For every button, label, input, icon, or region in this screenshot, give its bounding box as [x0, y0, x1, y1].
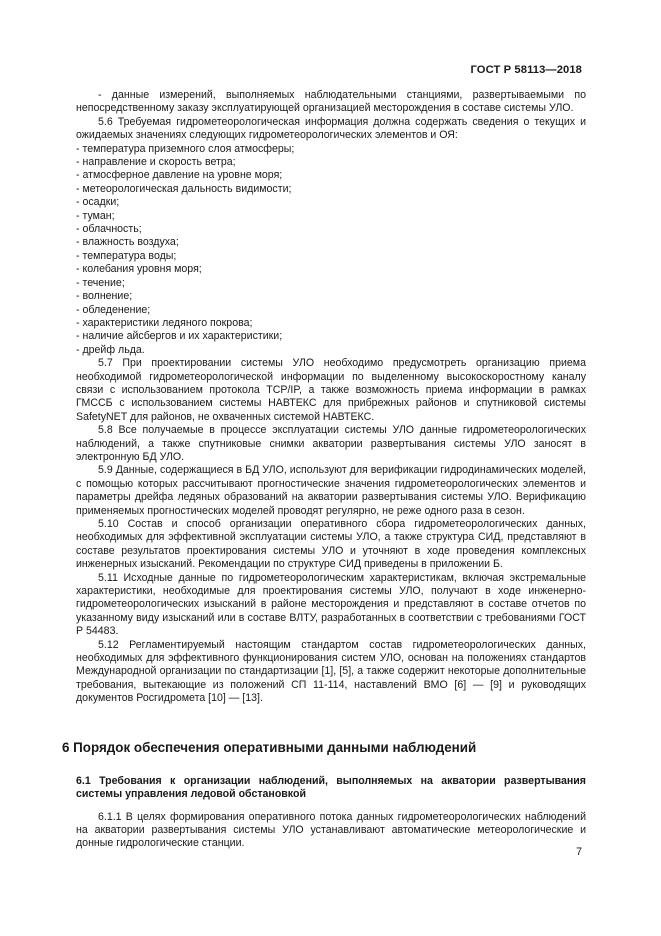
list-item: - течение; [76, 276, 125, 289]
hydromet-elements-list [76, 143, 586, 358]
page-number: 7 [576, 846, 582, 858]
paragraph-6-1-1: 6.1.1 В целях формирования оперативного потока данных гидрометеорологических наблюдений на акватории развертывания системы УЛО устанавливают автоматические метеорологические и донные гидрологические станции. [76, 810, 586, 850]
list-item: - влажность воздуха; [76, 236, 179, 249]
list-item: - направление и скорость ветра; [76, 156, 236, 169]
list-item: - туман; [76, 209, 115, 222]
paragraph-5-10: 5.10 Состав и способ организации оперативного сбора гидрометеорологических данных, необходимых для эффективной эксплуатации системы УЛО, а также структура СИД, представляют в составе результатов проектирования системы УЛО и уточняют в ходе проведения комплексных инженерных изысканий. Рекомендации по структуре СИД приведены в приложении Б. [76, 518, 586, 571]
list-item: - наличие айсбергов и их характеристики; [76, 330, 283, 343]
list-item: - осадки; [76, 196, 120, 209]
page-body [62, 89, 586, 851]
paragraph-5-6: 5.6 Требуемая гидрометеорологическая информация должна содержать сведения о текущих и ожидаемых значениях следующих гидрометеорологических элементов и ОЯ: [76, 115, 586, 142]
section-6-heading: 6 Порядок обеспечения оперативными данными наблюдений [62, 739, 477, 755]
list-item: - облачность; [76, 223, 142, 236]
list-item: - температура приземного слоя атмосферы; [76, 142, 295, 155]
paragraph-5-8: 5.8 Все получаемые в процессе эксплуатации системы УЛО данные гидрометеорологических наблюдений, а также спутниковые снимки акватории развертывания системы УЛО заносят в электронную БД УЛО. [76, 424, 586, 463]
list-item: - атмосферное давление на уровне моря; [76, 169, 283, 182]
list-item: - обледенение; [76, 303, 151, 316]
list-item: - волнение; [76, 290, 133, 303]
list-item: - температура воды; [76, 249, 177, 262]
list-item: - метеорологическая дальность видимости; [76, 182, 292, 195]
list-item: - дрейф льда. [76, 343, 145, 356]
paragraph-5-7: 5.7 При проектировании системы УЛО необходимо предусмотреть организацию приема необходимой гидрометеорологической информации по выделенному высокоскоростному каналу связи с использованием протокола TCP/IP, а также возможность приема информации в рамках ГМССБ с использованием системы НАВТЕКС для прибрежных районов и спутниковой системы SafetyNET для районов, не охваченных системой НАВТЕКС. [76, 357, 586, 423]
standard-header: ГОСТ Р 58113—2018 [470, 64, 582, 76]
list-item: - характеристики ледяного покрова; [76, 316, 253, 329]
list-item: - колебания уровня моря; [76, 263, 202, 276]
paragraph-5-9: 5.9 Данные, содержащиеся в БД УЛО, используют для верификации гидродинамических моделей, с помощью которых рассчитывают прогностические значения гидрометеорологических элементов и параметры дрейфа ледяных образований на акватории развертывания системы УЛО. Верификацию применяемых прогностических моделей проводят регулярно, не реже одного раза в сезон. [76, 464, 586, 517]
subsection-6-1-heading: 6.1 Требования к организации наблюдений, выполняемых на акватории развертывания системы управления ледовой обстановкой [76, 774, 586, 801]
intro-list-item: - данные измерений, выполняемых наблюдательными станциями, развертываемыми по непосредственному заказу эксплуатирующей организацией месторождения в составе системы УЛО. [76, 89, 586, 115]
paragraph-5-11: 5.11 Исходные данные по гидрометеорологическим характеристикам, включая экстремальные характеристики, необходимые для проектирования системы УЛО, получают в ходе инженерно-гидрометеорологических изысканий в районе месторождения и представляют в составе отчетов по указанному виду изысканий или в составе ВЛТУ, разработанных в соответствии с требованиями ГОСТ Р 54483. [76, 571, 586, 638]
paragraph-5-12: 5.12 Регламентируемый настоящим стандартом состав гидрометеорологических данных, необходимых для эффективного функционирования систем УЛО, основан на положениях стандартов Международной организации по стандартизации [1], [5], а также содержит некоторые дополнительные требования, вытекающие из положений СП 11-114, наставлений ВМО [6] — [9] и руководящих документов Росгидромета [10] — [13]. [76, 638, 586, 705]
